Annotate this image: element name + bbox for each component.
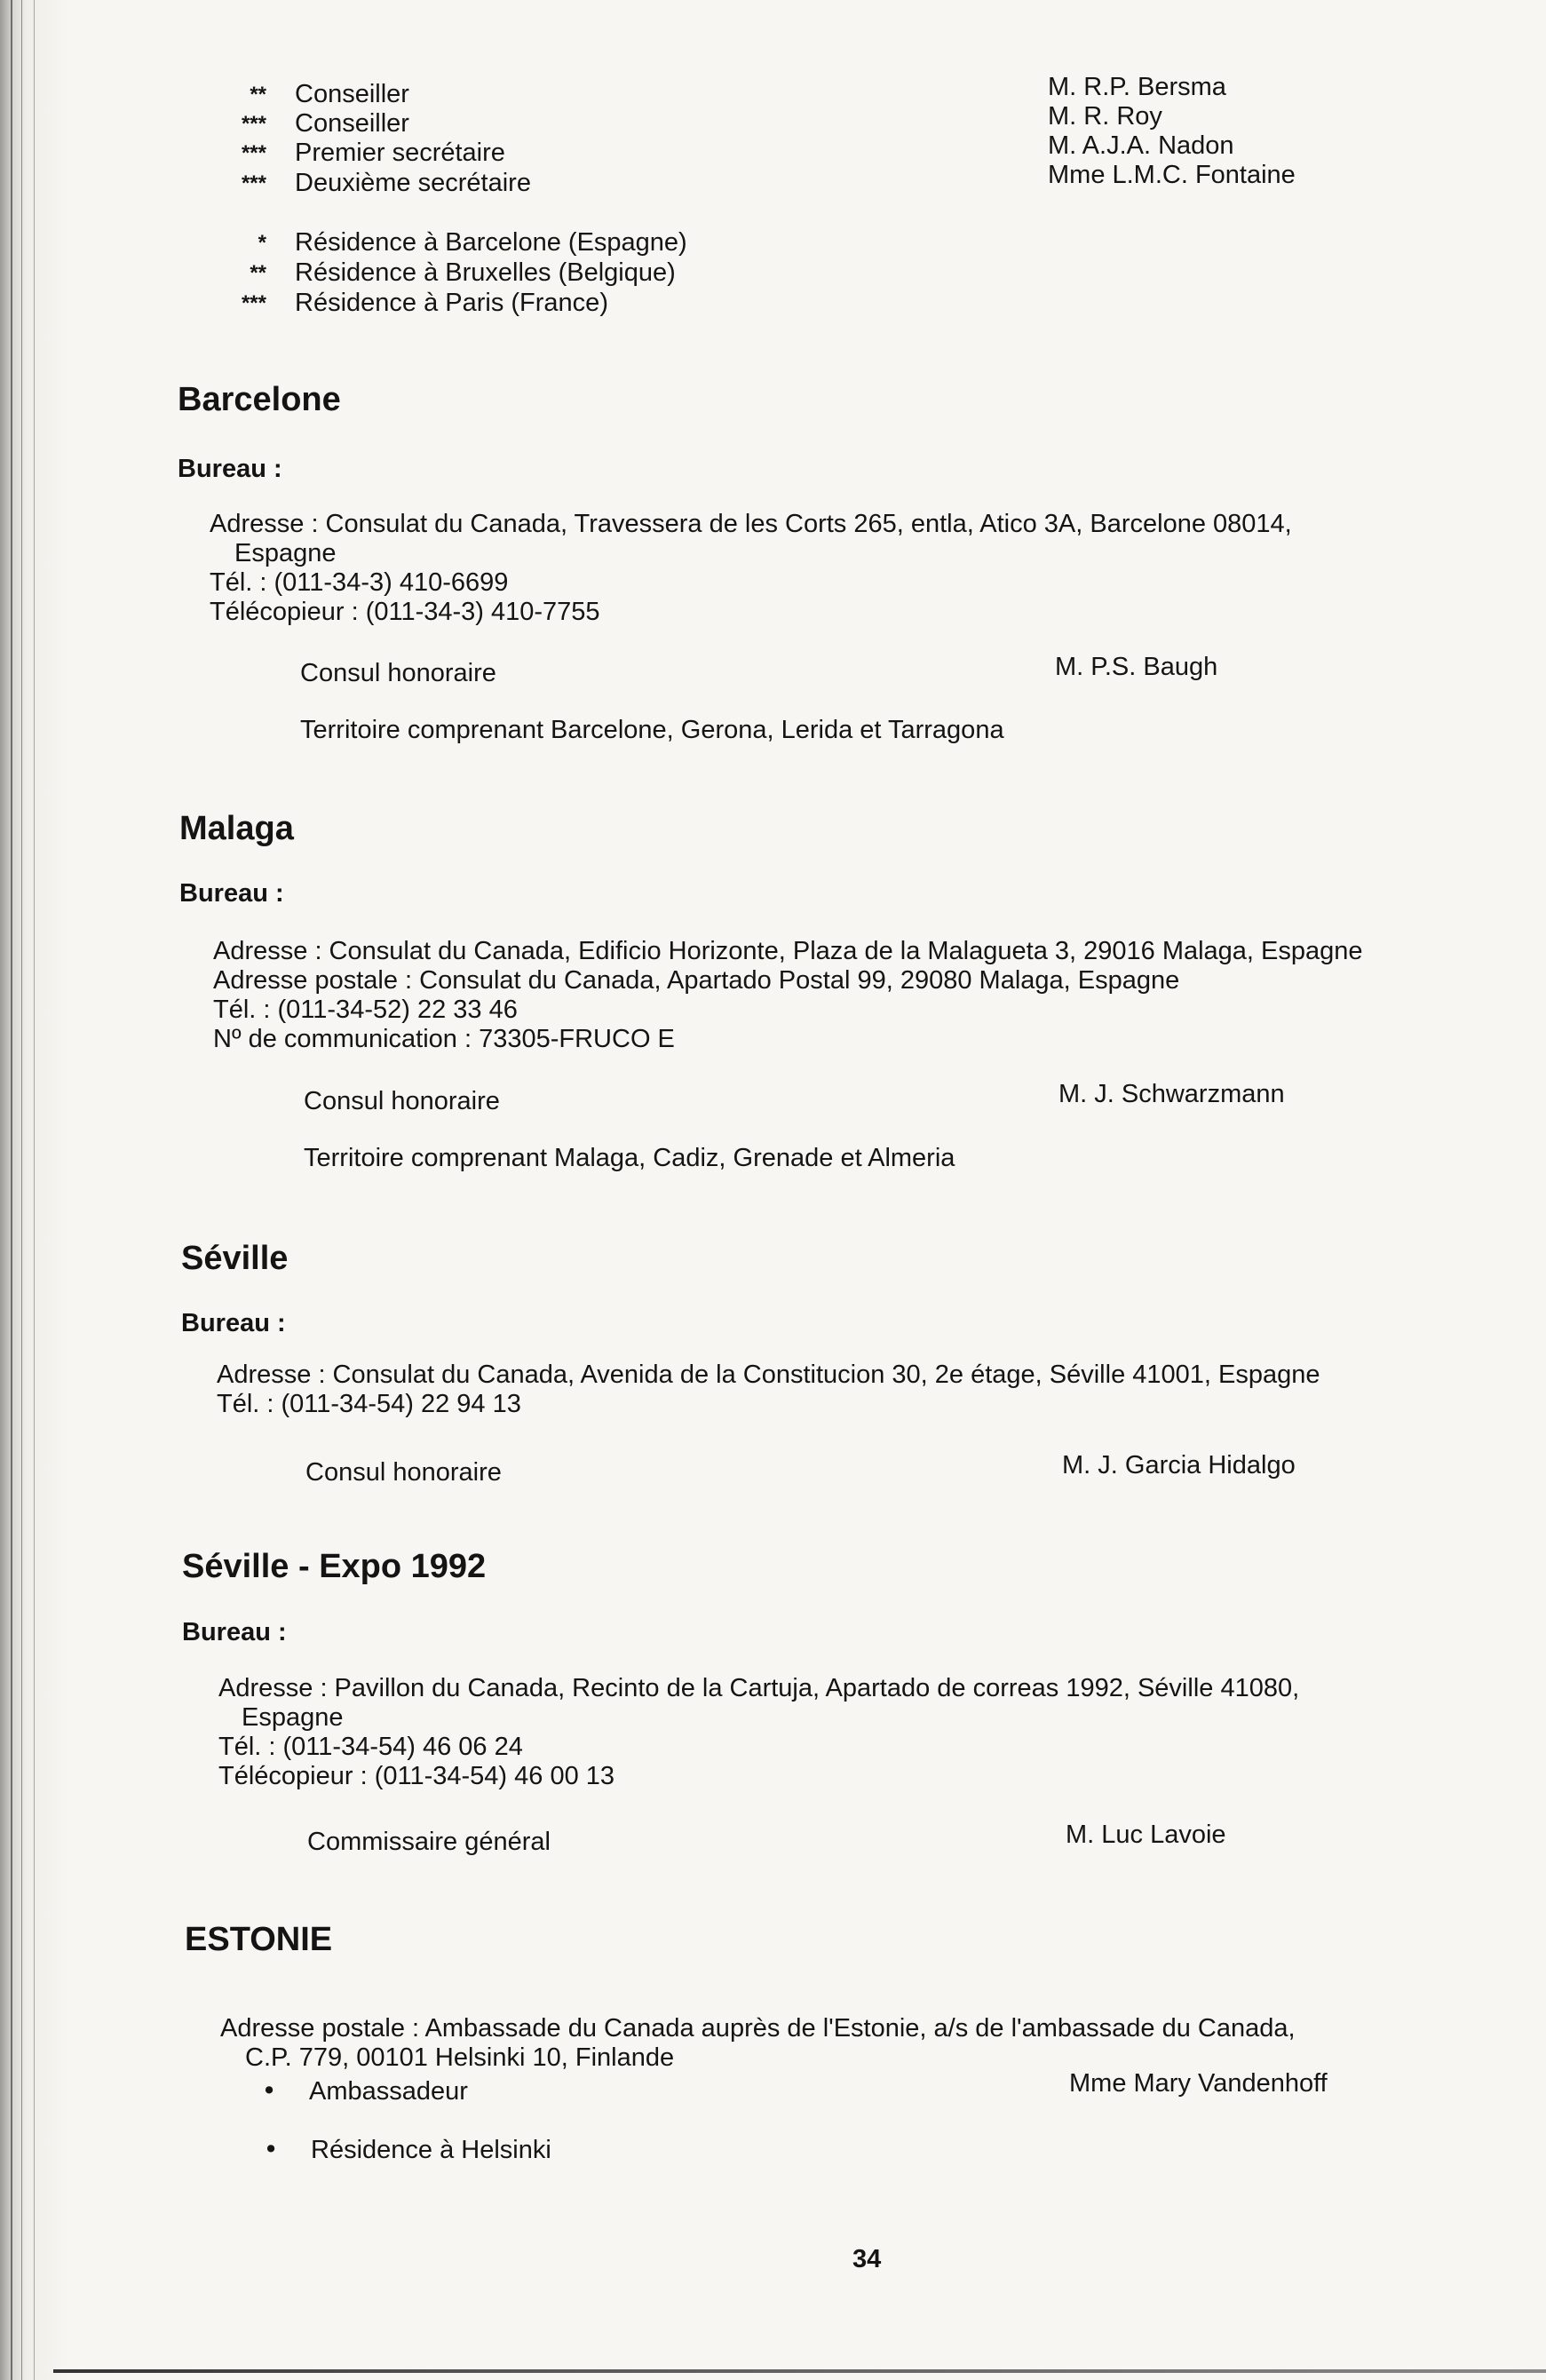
section-heading-estonie: ESTONIE: [185, 1921, 333, 1958]
page-bottom-edge: [53, 2369, 1546, 2373]
binding-line: [11, 0, 12, 2380]
territory: Territoire comprenant Barcelone, Gerona, Lerida et Tarragona: [300, 716, 1004, 744]
official-name: M. J. Garcia Hidalgo: [1062, 1451, 1296, 1480]
staff-title: Conseiller: [295, 80, 409, 108]
official-name: M. Luc Lavoie: [1066, 1821, 1226, 1849]
staff-marker: ***: [241, 141, 266, 165]
staff-marker: ***: [241, 112, 266, 136]
postal-address: C.P. 779, 00101 Helsinki 10, Finlande: [245, 2043, 675, 2072]
page-number: 34: [852, 2245, 882, 2273]
staff-marker: **: [250, 83, 266, 107]
telephone: Tél. : (011-34-54) 46 06 24: [218, 1733, 523, 1761]
role-title: Consul honoraire: [300, 659, 496, 687]
role-title: Consul honoraire: [304, 1087, 500, 1115]
official-name: M. P.S. Baugh: [1055, 653, 1218, 681]
address-line: Adresse : Consulat du Canada, Avenida de la Constitucion 30, 2e étage, Séville 41001, Espagne: [217, 1361, 1320, 1389]
address-line: Espagne: [242, 1703, 344, 1732]
residence-text: Résidence à Bruxelles (Belgique): [295, 258, 676, 287]
section-heading-seville: Séville: [181, 1240, 289, 1277]
role-title: Consul honoraire: [305, 1458, 502, 1487]
binding-line: [34, 0, 35, 2380]
address-line: Adresse : Pavillon du Canada, Recinto de la Cartuja, Apartado de correas 1992, Séville 41080,: [218, 1674, 1300, 1702]
residence-text: Résidence à Helsinki: [311, 2136, 551, 2164]
postal-address: Adresse postale : Consulat du Canada, Apartado Postal 99, 29080 Malaga, Espagne: [213, 966, 1180, 995]
section-heading-expo: Séville - Expo 1992: [182, 1548, 487, 1585]
staff-title: Deuxième secrétaire: [295, 169, 531, 197]
staff-name: M. R.P. Bersma: [1048, 73, 1226, 101]
role-title: Ambassadeur: [309, 2077, 468, 2106]
staff-name: M. R. Roy: [1048, 102, 1162, 131]
residence-marker: *: [258, 231, 266, 255]
address-line: Adresse : Consulat du Canada, Travessera de les Corts 265, entla, Atico 3A, Barcelone 08014,: [210, 510, 1292, 538]
bureau-label: Bureau :: [182, 1618, 287, 1646]
postal-address: Adresse postale : Ambassade du Canada auprès de l'Estonie, a/s de l'ambassade du Canada,: [220, 2014, 1296, 2043]
residence-marker: **: [250, 261, 266, 285]
telephone: Tél. : (011-34-3) 410-6699: [210, 568, 509, 597]
staff-marker: ***: [241, 171, 266, 195]
staff-name: M. A.J.A. Nadon: [1048, 131, 1234, 160]
address-line: Espagne: [234, 539, 337, 567]
communication-number: Nº de communication : 73305-FRUCO E: [213, 1025, 675, 1053]
telephone: Tél. : (011-34-52) 22 33 46: [213, 996, 518, 1024]
fax: Télécopieur : (011-34-54) 46 00 13: [218, 1762, 615, 1790]
role-title: Commissaire général: [307, 1828, 551, 1856]
staff-title: Premier secrétaire: [295, 139, 505, 167]
staff-title: Conseiller: [295, 109, 409, 138]
territory: Territoire comprenant Malaga, Cadiz, Grenade et Almeria: [304, 1144, 955, 1172]
residence-marker: ***: [241, 291, 266, 315]
bullet: •: [266, 2135, 276, 2163]
bullet: •: [265, 2076, 274, 2105]
telephone: Tél. : (011-34-54) 22 94 13: [217, 1390, 521, 1418]
staff-name: Mme L.M.C. Fontaine: [1048, 161, 1296, 189]
binding-line: [21, 0, 22, 2380]
binding-shadow: [0, 0, 69, 2380]
bureau-label: Bureau :: [181, 1309, 286, 1337]
bureau-label: Bureau :: [179, 879, 284, 908]
bureau-label: Bureau :: [178, 455, 282, 483]
address-line: Adresse : Consulat du Canada, Edificio Horizonte, Plaza de la Malagueta 3, 29016 Malaga, Espagne: [213, 937, 1363, 965]
section-heading-malaga: Malaga: [179, 810, 294, 847]
official-name: Mme Mary Vandenhoff: [1069, 2069, 1328, 2098]
section-heading-barcelone: Barcelone: [178, 381, 341, 418]
fax: Télécopieur : (011-34-3) 410-7755: [210, 598, 600, 626]
residence-text: Résidence à Paris (France): [295, 289, 608, 317]
official-name: M. J. Schwarzmann: [1058, 1080, 1285, 1108]
residence-text: Résidence à Barcelone (Espagne): [295, 228, 687, 257]
